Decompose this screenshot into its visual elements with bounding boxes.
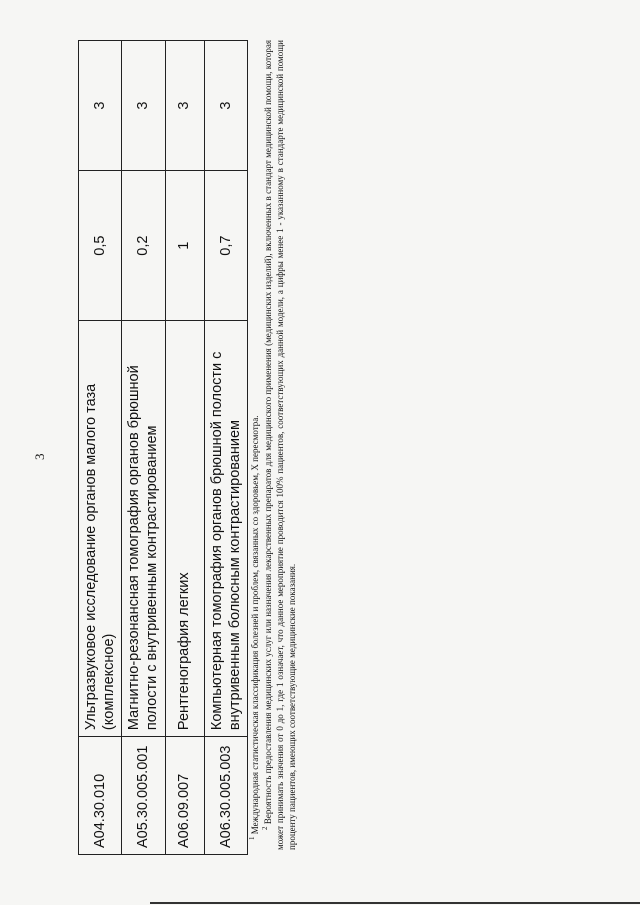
table-row (165, 41, 204, 855)
multiplicity-value: 3 (122, 41, 165, 171)
footnote-mark: 1 (248, 836, 256, 840)
scan-edge-line (150, 902, 640, 904)
footnotes (248, 40, 299, 850)
service-code: A06.30.005.003 (204, 737, 247, 855)
frequency-value: 0,5 (79, 171, 122, 321)
page-number: 3 (32, 453, 47, 460)
footnote-text: Вероятность предоставления медицинских услуг или назначения лекарственных препаратов для медицинского применения (медицинских изделий), включенных в стандарт медицинской помощи, которая может принимать значения от 0 до 1, где 1 означает, что данное мероприятие проводится 100% пациентов, соответствующих данной модели, а цифры менее 1 - указанному в стандарте медицинской помощи проценту пациентов, имеющих соответствующие медицинские показания. (263, 39, 298, 850)
table-row (122, 41, 165, 855)
frequency-value: 1 (165, 171, 204, 321)
service-code: A04.30.010 (79, 737, 122, 855)
service-name: Магнитно-резонансная томография органов брюшной полости с внутривенным контрастированием (122, 321, 165, 737)
frequency-value: 0,7 (204, 171, 247, 321)
multiplicity-value: 3 (79, 41, 122, 171)
footnote-2 (261, 40, 298, 850)
rotated-content (20, 20, 620, 880)
table-row (79, 41, 122, 855)
procedures-table (78, 40, 248, 855)
footnote-mark: 2 (261, 826, 270, 830)
service-code: A05.30.005.001 (122, 737, 165, 855)
table-row (204, 41, 247, 855)
service-name: Рентгенография легких (165, 321, 204, 737)
service-name: Ультразвуковое исследование органов малого таза (комплексное) (79, 321, 122, 737)
multiplicity-value: 3 (204, 41, 247, 171)
footnote-text: Международная статистическая классификация болезней и проблем, связанных со здоровьем, X пересмотра. (250, 415, 260, 835)
footnote-1 (248, 40, 261, 850)
frequency-value: 0,2 (122, 171, 165, 321)
service-name: Компьютерная томография органов брюшной полости с внутривенным болюсным контрастированием (204, 321, 247, 737)
multiplicity-value: 3 (165, 41, 204, 171)
service-code: A06.09.007 (165, 737, 204, 855)
